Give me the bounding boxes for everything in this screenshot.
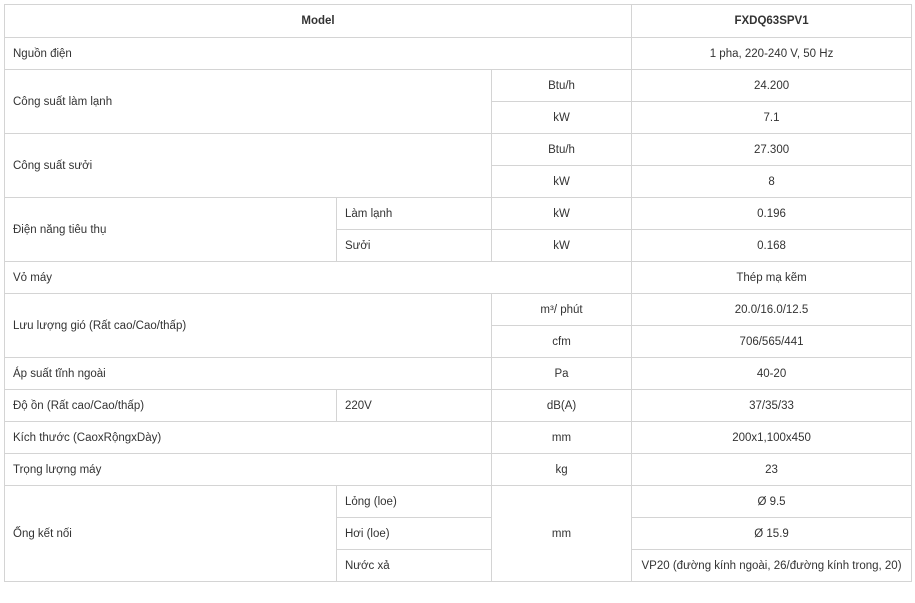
table-row bbox=[5, 358, 912, 390]
dimensions-label: Kích thước (CaoxRộngxDày) bbox=[5, 422, 492, 454]
cooling-unit-kw: kW bbox=[492, 102, 632, 134]
weight-label: Trọng lượng máy bbox=[5, 454, 492, 486]
model-value: FXDQ63SPV1 bbox=[632, 5, 912, 38]
consumption-unit-heating: kW bbox=[492, 230, 632, 262]
static-pressure-value: 40-20 bbox=[632, 358, 912, 390]
static-pressure-unit: Pa bbox=[492, 358, 632, 390]
cooling-value-kw: 7.1 bbox=[632, 102, 912, 134]
cooling-unit-btu: Btu/h bbox=[492, 70, 632, 102]
table-row bbox=[5, 422, 912, 454]
airflow-unit-m3: m³/ phút bbox=[492, 294, 632, 326]
piping-sub-drain: Nước xả bbox=[337, 550, 492, 582]
piping-sub-liquid: Lỏng (loe) bbox=[337, 486, 492, 518]
weight-unit: kg bbox=[492, 454, 632, 486]
static-pressure-label: Áp suất tĩnh ngoài bbox=[5, 358, 492, 390]
piping-value-liquid: Ø 9.5 bbox=[632, 486, 912, 518]
header-row bbox=[5, 5, 912, 38]
noise-label: Độ ồn (Rất cao/Cao/thấp) bbox=[5, 390, 337, 422]
airflow-value-m3: 20.0/16.0/12.5 bbox=[632, 294, 912, 326]
piping-value-drain: VP20 (đường kính ngoài, 26/đường kính trong, 20) bbox=[632, 550, 912, 582]
casing-label: Vỏ máy bbox=[5, 262, 632, 294]
piping-sub-gas: Hơi (loe) bbox=[337, 518, 492, 550]
heating-unit-kw: kW bbox=[492, 166, 632, 198]
heating-label: Công suất sưởi bbox=[5, 134, 492, 198]
table-row bbox=[5, 134, 912, 166]
cooling-value-btu: 24.200 bbox=[632, 70, 912, 102]
dimensions-value: 200x1,100x450 bbox=[632, 422, 912, 454]
table-row bbox=[5, 262, 912, 294]
piping-label: Ống kết nối bbox=[5, 486, 337, 582]
consumption-sub-heating: Sưởi bbox=[337, 230, 492, 262]
heating-value-kw: 8 bbox=[632, 166, 912, 198]
airflow-unit-cfm: cfm bbox=[492, 326, 632, 358]
noise-sub: 220V bbox=[337, 390, 492, 422]
table-row bbox=[5, 454, 912, 486]
power-source-label: Nguồn điện bbox=[5, 38, 632, 70]
piping-unit: mm bbox=[492, 486, 632, 582]
table-row bbox=[5, 70, 912, 102]
consumption-sub-cooling: Làm lạnh bbox=[337, 198, 492, 230]
consumption-value-heating: 0.168 bbox=[632, 230, 912, 262]
weight-value: 23 bbox=[632, 454, 912, 486]
table-row bbox=[5, 38, 912, 70]
noise-unit: dB(A) bbox=[492, 390, 632, 422]
heating-unit-btu: Btu/h bbox=[492, 134, 632, 166]
consumption-label: Điện năng tiêu thụ bbox=[5, 198, 337, 262]
noise-value: 37/35/33 bbox=[632, 390, 912, 422]
power-source-value: 1 pha, 220-240 V, 50 Hz bbox=[632, 38, 912, 70]
table-row bbox=[5, 486, 912, 518]
airflow-label: Lưu lượng gió (Rất cao/Cao/thấp) bbox=[5, 294, 492, 358]
dimensions-unit: mm bbox=[492, 422, 632, 454]
spec-table bbox=[4, 4, 912, 582]
consumption-unit-cooling: kW bbox=[492, 198, 632, 230]
model-label: Model bbox=[5, 5, 632, 38]
cooling-label: Công suất làm lạnh bbox=[5, 70, 492, 134]
casing-value: Thép mạ kẽm bbox=[632, 262, 912, 294]
consumption-value-cooling: 0.196 bbox=[632, 198, 912, 230]
table-row bbox=[5, 198, 912, 230]
heating-value-btu: 27.300 bbox=[632, 134, 912, 166]
table-row bbox=[5, 294, 912, 326]
table-row bbox=[5, 390, 912, 422]
piping-value-gas: Ø 15.9 bbox=[632, 518, 912, 550]
airflow-value-cfm: 706/565/441 bbox=[632, 326, 912, 358]
